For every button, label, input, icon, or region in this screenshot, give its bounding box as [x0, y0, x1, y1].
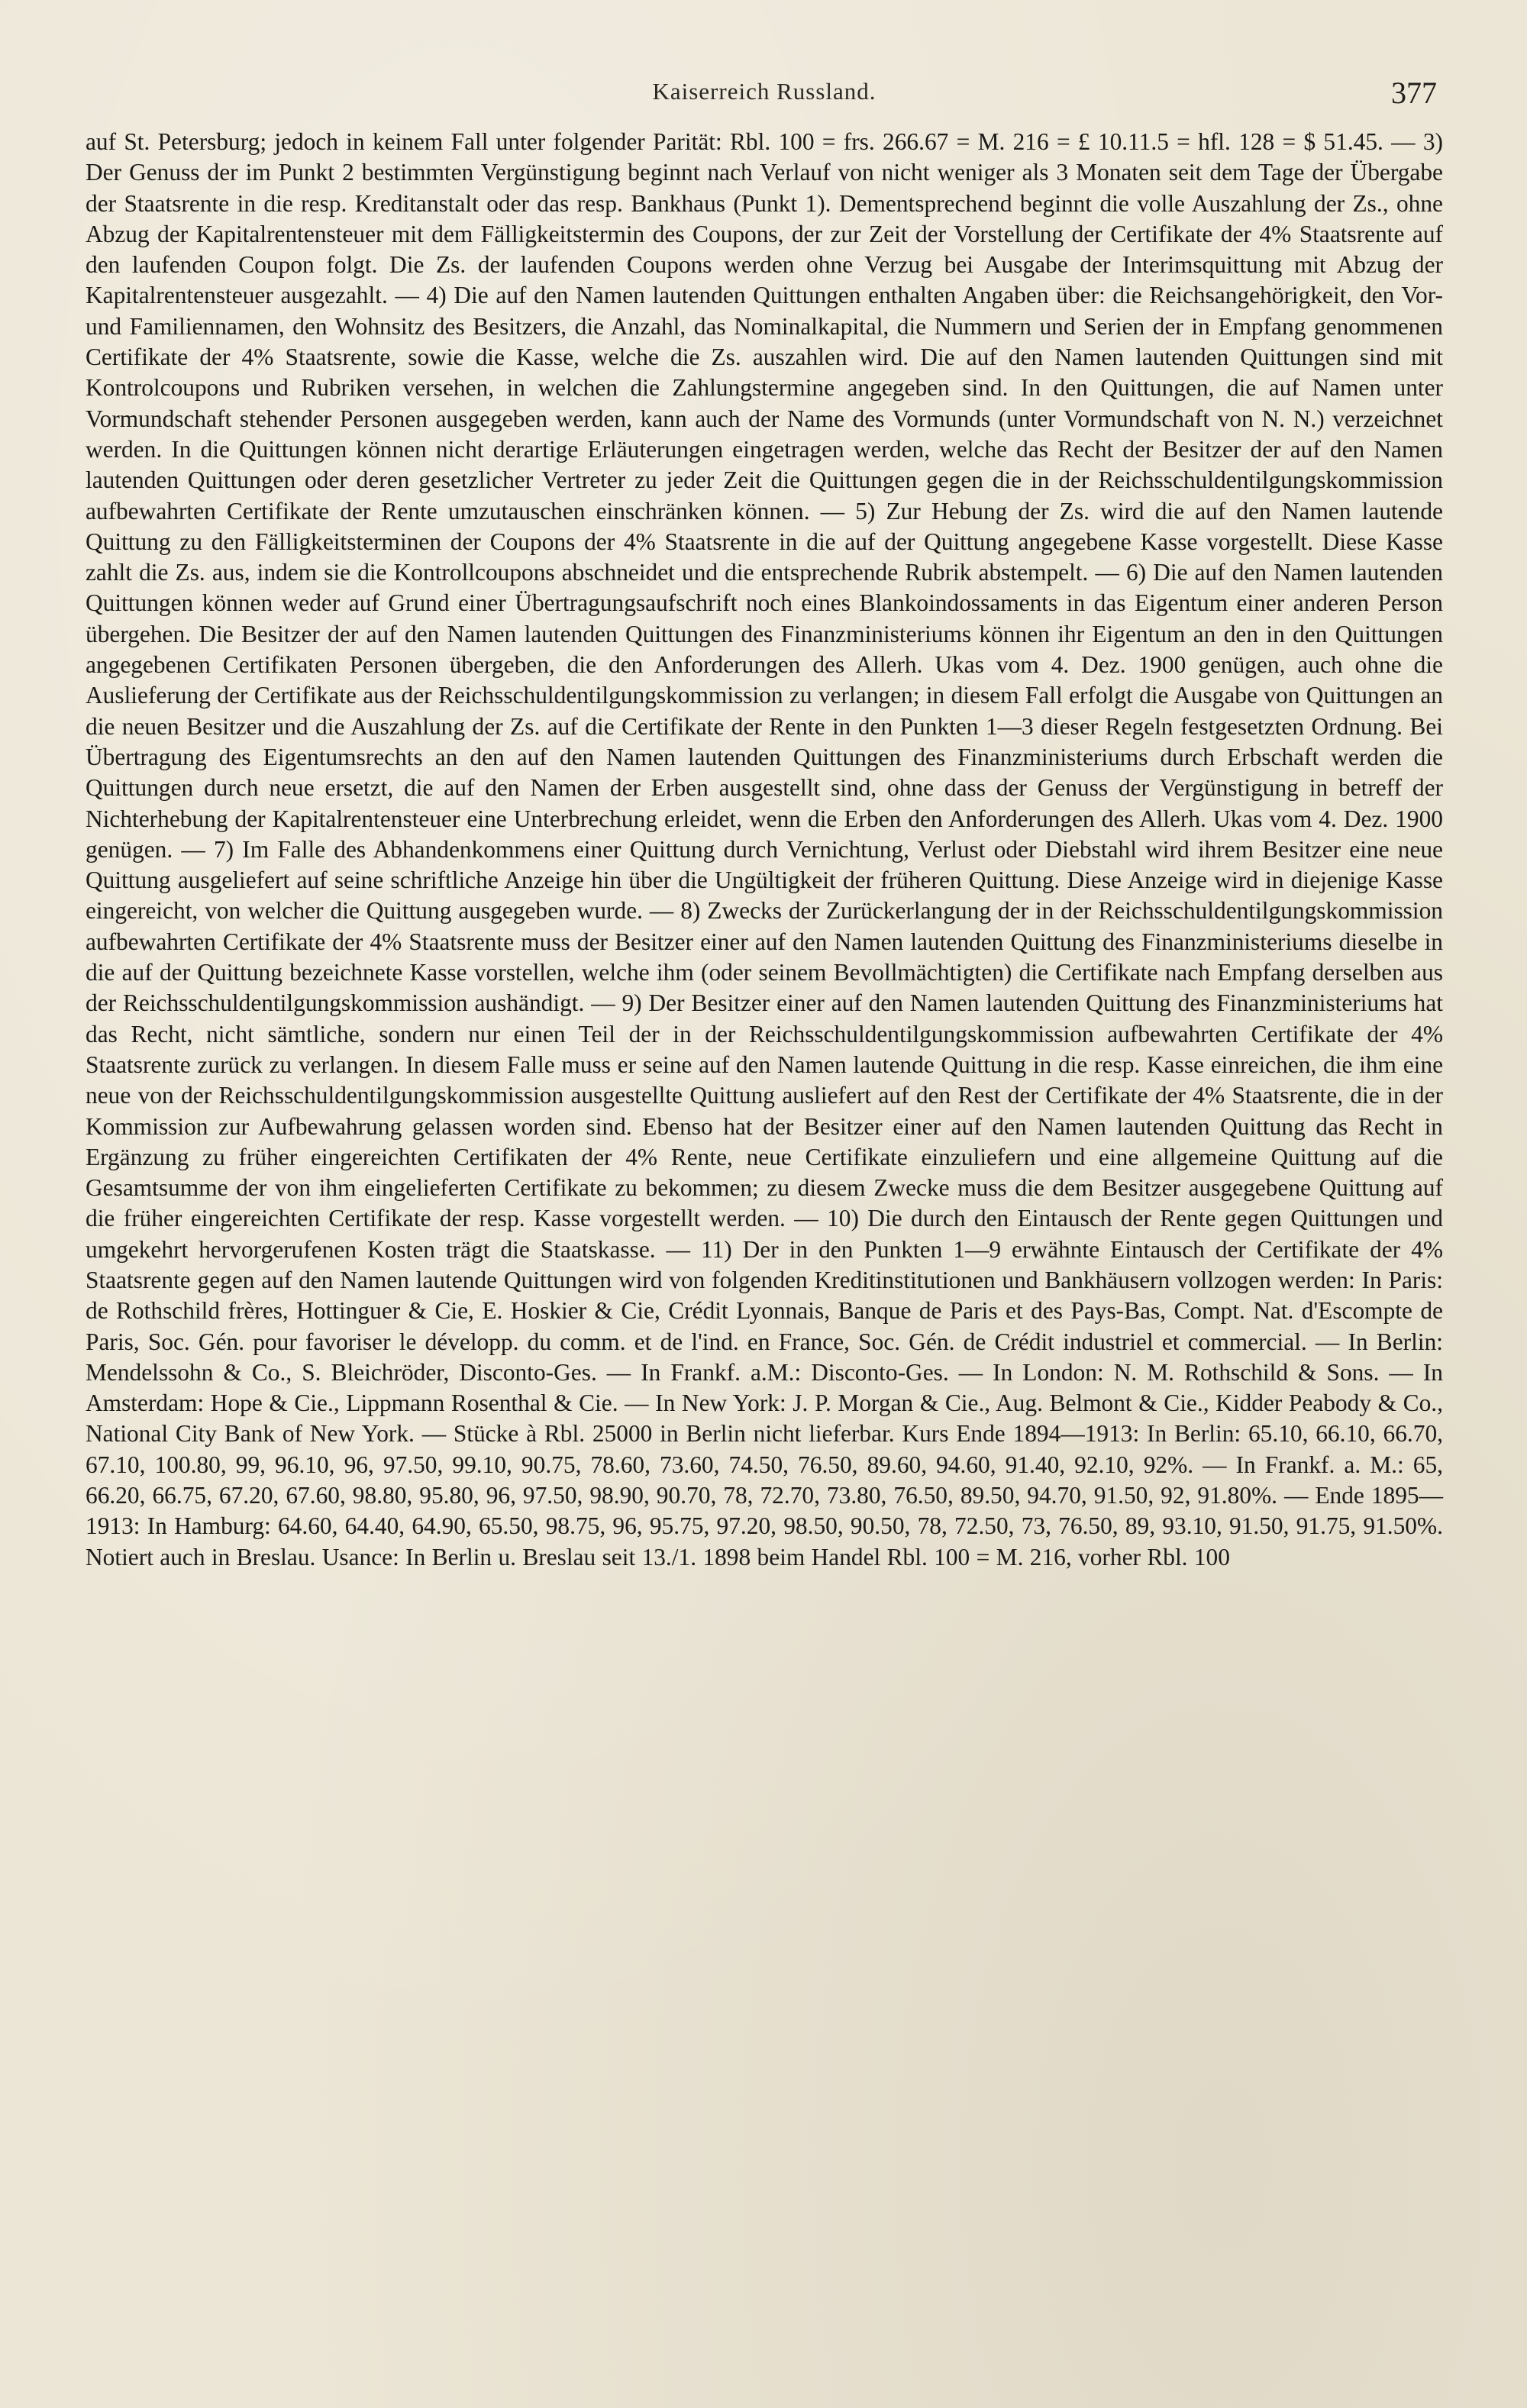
running-head: Kaiserreich Russland.	[652, 78, 876, 105]
body-text	[86, 127, 1443, 1573]
page-number: 377	[1391, 76, 1437, 110]
page-header	[86, 70, 1443, 116]
paragraph: auf St. Petersburg; jedoch in keinem Fall unter folgender Parität: Rbl. 100 = frs. 266.67 = M. 216 = £ 10.11.5 = hfl. 128 = $ 51.45. — 3) Der Genuss der im Punkt 2 bestimmten Vergünstigung beginnt nach Verlauf von nicht weniger als 3 Monaten seit dem Tage der Übergabe der Staatsrente in die resp. Kreditanstalt oder das resp. Bankhaus (Punkt 1). Dementsprechend beginnt die volle Auszahlung der Zs., ohne Abzug der Kapitalrentensteuer mit dem Fälligkeitstermin des Coupons, der zur Zeit der Vorstellung der Certifikate der 4% Staatsrente auf den laufenden Coupon folgt. Die Zs. der laufenden Coupons werden ohne Verzug bei Ausgabe der Interimsquittung mit Abzug der Kapitalrentensteuer ausgezahlt. — 4) Die auf den Namen lautenden Quittungen enthalten Angaben über: die Reichsangehörigkeit, den Vor- und Familiennamen, den Wohnsitz des Besitzers, die Anzahl, das Nominalkapital, die Nummern und Serien der in Empfang genommenen Certifikate der 4% Staatsrente, sowie die Kasse, welche die Zs. auszahlen wird. Die auf den Namen lautenden Quittungen sind mit Kontrolcoupons und Rubriken versehen, in welchen die Zahlungstermine angegeben sind. In den Quittungen, die auf Namen unter Vormundschaft stehender Personen ausgegeben werden, kann auch der Name des Vormunds (unter Vormundschaft von N. N.) verzeichnet werden. In die Quittungen können nicht derartige Erläuterungen eingetragen werden, welche das Recht der Besitzer der auf den Namen lautenden Quittungen oder deren gesetzlicher Vertreter zu jeder Zeit die Quittungen gegen die in der Reichsschuldentilgungskommission aufbewahrten Certifikate der Rente umzutauschen einschränken können. — 5) Zur Hebung der Zs. wird die auf den Namen lautende Quittung zu den Fälligkeitsterminen der Coupons der 4% Staatsrente in die auf der Quittung angegebene Kasse vorgestellt. Diese Kasse zahlt die Zs. aus, indem sie die Kontrollcoupons abschneidet und die entsprechende Rubrik abstempelt. — 6) Die auf den Namen lautenden Quittungen können weder auf Grund einer Übertragungsaufschrift noch eines Blankoindossaments in das Eigentum einer anderen Person übergehen. Die Besitzer der auf den Namen lautenden Quittungen des Finanzministeriums können ihr Eigentum an den in den Quittungen angegebenen Certifikaten Personen übergeben, die den Anforderungen des Allerh. Ukas vom 4. Dez. 1900 genügen, auch ohne die Auslieferung der Certifikate aus der Reichsschuldentilgungskommission zu verlangen; in diesem Fall erfolgt die Ausgabe von Quittungen an die neuen Besitzer und die Auszahlung der Zs. auf die Certifikate der Rente in den Punkten 1—3 dieser Regeln festgesetzten Ordnung. Bei Übertragung des Eigentumsrechts an den auf den Namen lautenden Quittungen des Finanzministeriums durch Erbschaft werden die Quittungen durch neue ersetzt, die auf den Namen der Erben ausgestellt sind, ohne dass der Genuss der Vergünstigung in betreff der Nichterhebung der Kapitalrentensteuer eine Unterbrechung erleidet, wenn die Erben den Anforderungen des Allerh. Ukas vom 4. Dez. 1900 genügen. — 7) Im Falle des Abhandenkommens einer Quittung durch Vernichtung, Verlust oder Diebstahl wird ihrem Besitzer eine neue Quittung ausgeliefert auf seine schriftliche Anzeige hin über die Ungültigkeit der früheren Quittung. Diese Anzeige wird in diejenige Kasse eingereicht, von welcher die Quittung ausgegeben wurde. — 8) Zwecks der Zurückerlangung der in der Reichsschuldentilgungskommission aufbewahrten Certifikate der 4% Staatsrente muss der Besitzer einer auf den Namen lautenden Quittung des Finanzministeriums dieselbe in die auf der Quittung bezeichnete Kasse vorstellen, welche ihm (oder seinem Bevollmächtigten) die Certifikate nach Empfang derselben aus der Reichsschuldentilgungskommission aushändigt. — 9) Der Besitzer einer auf den Namen lautenden Quittung des Finanzministeriums hat das Recht, nicht sämtliche, sondern nur einen Teil der in der Reichsschuldentilgungskommission aufbewahrten Certifikate der 4% Staatsrente zurück zu verlangen. In diesem Falle muss er seine auf den Namen lautende Quittung in die resp. Kasse einreichen, die ihm eine neue von der Reichsschuldentilgungskommission ausgestellte Quittung ausliefert auf den Rest der Certifikate der 4% Staatsrente, die in der Kommission zur Aufbewahrung gelassen worden sind. Ebenso hat der Besitzer einer auf den Namen lautenden Quittung das Recht in Ergänzung zu früher eingereichten Certifikaten der 4% Rente, neue Certifikate einzuliefern und eine allgemeine Quittung auf die Gesamtsumme der von ihm eingelieferten Certifikate zu bekommen; zu diesem Zwecke muss die dem Besitzer ausgegebene Quittung auf die früher eingereichten Certifikate der resp. Kasse vorgestellt werden. — 10) Die durch den Eintausch der Rente gegen Quittungen und umgekehrt hervorgerufenen Kosten trägt die Staatskasse. — 11) Der in den Punkten 1—9 erwähnte Eintausch der Certifikate der 4% Staatsrente gegen auf den Namen lautende Quittungen wird von folgenden Kreditinstitutionen und Bankhäusern vollzogen werden: In Paris: de Rothschild frères, Hottinguer & Cie, E. Hoskier & Cie, Crédit Lyonnais, Banque de Paris et des Pays-Bas, Compt. Nat. d'Escompte de Paris, Soc. Gén. pour favoriser le développ. du comm. et de l'ind. en France, Soc. Gén. de Crédit industriel et commercial. — In Berlin: Mendelssohn & Co., S. Bleichröder, Disconto-Ges. — In Frankf. a.M.: Disconto-Ges. — In London: N. M. Rothschild & Sons. — In Amsterdam: Hope & Cie., Lippmann Rosenthal & Cie. — In New York: J. P. Morgan & Cie., Aug. Belmont & Cie., Kidder Peabody & Co., National City Bank of New York. — Stücke à Rbl. 25000 in Berlin nicht lieferbar. Kurs Ende 1894—1913: In Berlin: 65.10, 66.10, 66.70, 67.10, 100.80, 99, 96.10, 96, 97.50, 99.10, 90.75, 78.60, 73.60, 74.50, 76.50, 89.60, 94.60, 91.40, 92.10, 92%. — In Frankf. a. M.: 65, 66.20, 66.75, 67.20, 67.60, 98.80, 95.80, 96, 97.50, 98.90, 90.70, 78, 72.70, 73.80, 76.50, 89.50, 94.70, 91.50, 92, 91.80%. — Ende 1895—1913: In Hamburg: 64.60, 64.40, 64.90, 65.50, 98.75, 96, 95.75, 97.20, 98.50, 90.50, 78, 72.50, 73, 76.50, 89, 93.10, 91.50, 91.75, 91.50%. Notiert auch in Breslau. Usance: In Berlin u. Breslau seit 13./1. 1898 beim Handel Rbl. 100 = M. 216, vorher Rbl. 100	[86, 128, 1443, 1570]
